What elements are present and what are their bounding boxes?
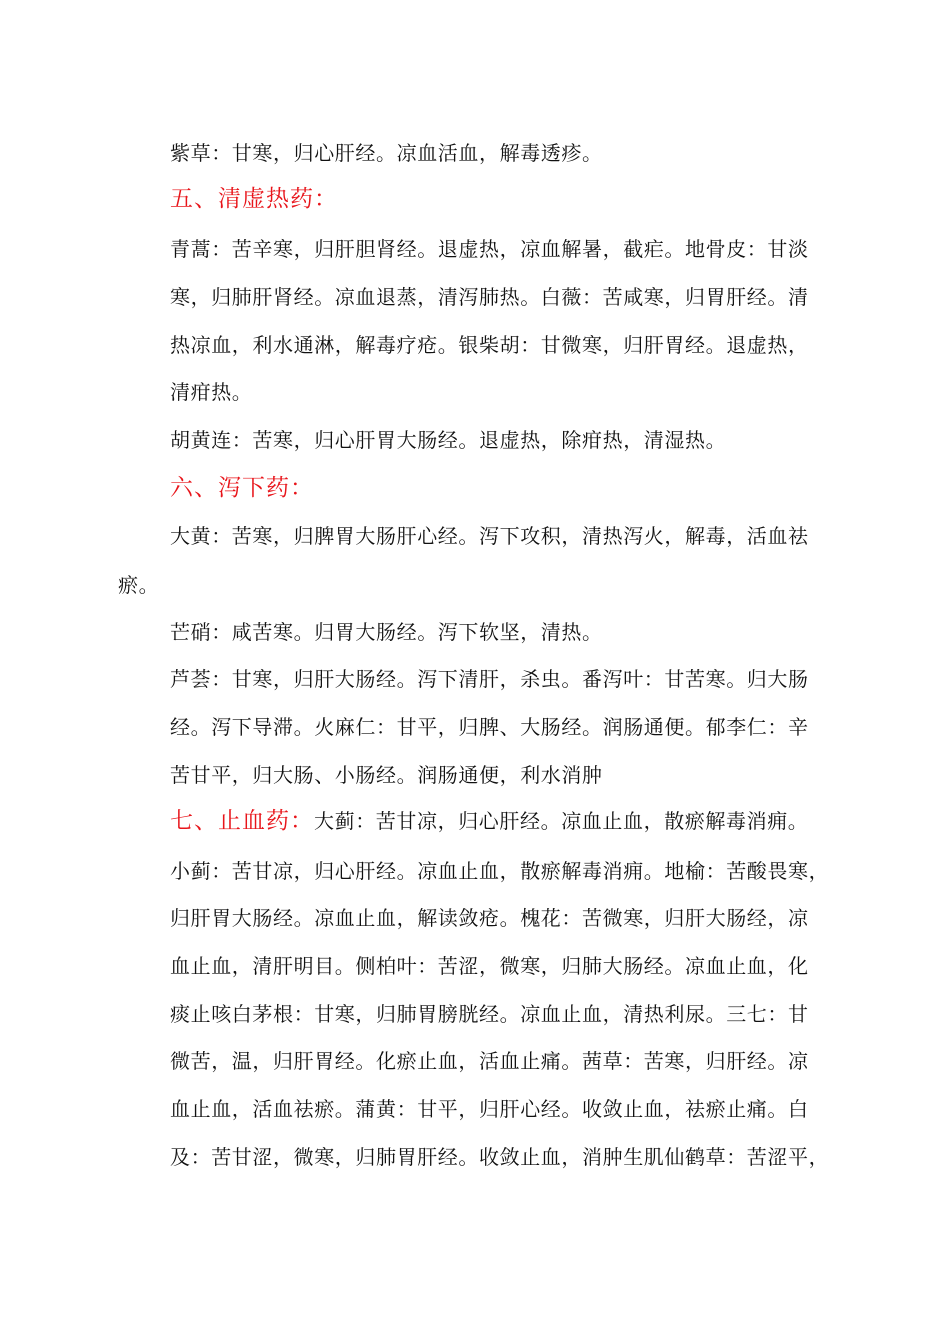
text-line: 归肝胃大肠经。凉血止血，解读敛疮。槐花：苦微寒，归肝大肠经，凉 — [170, 906, 809, 930]
section-heading-5: 五、清虚热药： — [170, 186, 338, 212]
text-line: 大黄：苦寒，归脾胃大肠肝心经。泻下攻积，清热泻火，解毒，活血祛 — [170, 524, 809, 548]
text-line: 青蒿：苦辛寒，归肝胆肾经。退虚热，凉血解暑，截疟。地骨皮：甘淡 — [170, 237, 809, 261]
text-line: 小蓟：苦甘凉，归心肝经。凉血止血，散瘀解毒消痈。地榆：苦酸畏寒， — [170, 859, 830, 883]
section-heading-7: 七、止血药： — [170, 808, 314, 834]
text-line: 芦荟：甘寒，归肝大肠经。泻下清肝，杀虫。番泻叶：甘苦寒。归大肠 — [170, 667, 809, 691]
text-run: 大蓟：苦甘凉，归心肝经。凉血止血，散瘀解毒消痈。 — [314, 809, 809, 833]
text-line: 痰止咳白茅根：甘寒，归肺胃膀胱经。凉血止血，清热利尿。三七：甘 — [170, 1002, 809, 1026]
text-line: 经。泻下导滞。火麻仁：甘平，归脾、大肠经。润肠通便。郁李仁：辛 — [170, 715, 809, 739]
text-line: 血止血，清肝明目。侧柏叶：苦涩，微寒，归肺大肠经。凉血止血，化 — [170, 954, 809, 978]
text-line: 苦甘平，归大肠、小肠经。润肠通便，利水消肿 — [170, 763, 603, 787]
text-line: 瘀。 — [118, 573, 160, 597]
text-line: 血止血，活血祛瘀。蒲黄：甘平，归肝心经。收敛止血，祛瘀止痛。白 — [170, 1097, 809, 1121]
text-line: 热凉血，利水通淋，解毒疗疮。银柴胡：甘微寒，归肝胃经。退虚热， — [170, 333, 809, 357]
section-line-7 — [170, 808, 808, 834]
text-line: 寒，归肺肝肾经。凉血退蒸，清泻肺热。白薇：苦咸寒，归胃肝经。清 — [170, 285, 809, 309]
text-line: 清疳热。 — [170, 380, 253, 404]
text-line: 微苦，温，归肝胃经。化瘀止血，活血止痛。茜草：苦寒，归肝经。凉 — [170, 1049, 809, 1073]
text-line: 胡黄连：苦寒，归心肝胃大肠经。退虚热，除疳热，清湿热。 — [170, 428, 727, 452]
section-heading-6: 六、泻下药： — [170, 475, 314, 501]
text-line: 芒硝：咸苦寒。归胃大肠经。泻下软坚，清热。 — [170, 620, 603, 644]
text-line: 紫草：甘寒，归心肝经。凉血活血，解毒透疹。 — [170, 141, 603, 165]
text-line: 及：苦甘涩，微寒，归肺胃肝经。收敛止血，消肿生肌仙鹤草：苦涩平， — [170, 1145, 830, 1169]
